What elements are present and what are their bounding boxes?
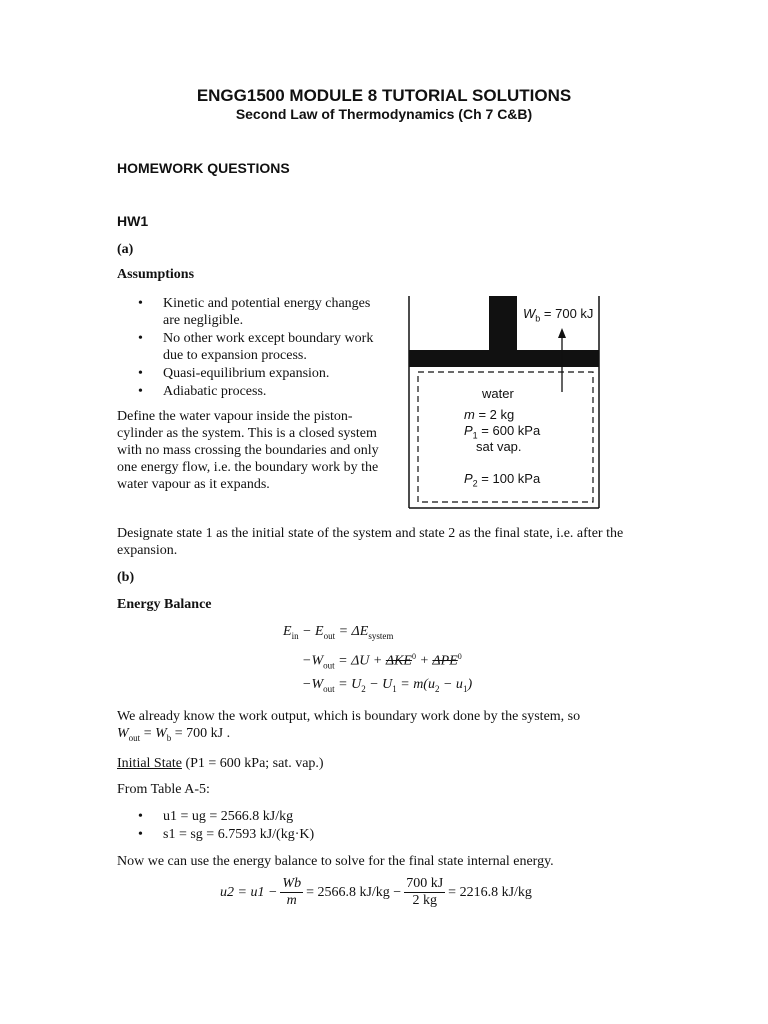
energy-balance-heading: Energy Balance (117, 597, 212, 612)
system-definition-text: Define the water vapour inside the piston-cylinder as the system. This is a closed system with no mass crossing the boundaries and only one energy flow, i.e. the boundary work by the water vapour as it expands. (117, 409, 379, 492)
property-values-list (117, 808, 517, 844)
p1-label: $P_1 = 600$ kPa (464, 423, 541, 441)
initial-state-line: Initial State (P1 = 600 kPa; sat. vap.) (117, 756, 324, 771)
section-heading-homework: HOMEWORK QUESTIONS (117, 160, 290, 176)
equation-energy-balance: $E_{in} - E_{out} = \Delta E_{system}$ (283, 624, 394, 641)
piston-cylinder-diagram (404, 292, 604, 512)
sat-vap-label: sat vap. (476, 439, 522, 454)
list-item: • No other work except boundary work due to expansion process. (117, 330, 377, 364)
fraction-wb-over-m: $\frac{Wb}{m}$ (282, 876, 302, 908)
piston-rod (489, 296, 517, 352)
part-b-label: (b) (117, 570, 135, 585)
water-label: water (482, 386, 514, 401)
page-subtitle: Second Law of Thermodynamics (Ch 7 C&B) (235, 106, 533, 122)
part-a-label: (a) (117, 242, 134, 257)
equation-work-balance: $-W_{out} = \Delta U + \Delta KE^0 + \Delta PE^0$ (302, 652, 462, 671)
work-arrow-head (558, 328, 566, 338)
page-title: ENGG1500 MODULE 8 TUTORIAL SOLUTIONS (196, 86, 572, 105)
work-output-text: We already know the work output, which is boundary work done by the system, so $W_{out} = W_b = 700$ kJ . (117, 709, 581, 743)
equation-internal-energy: $-W_{out} = U_2 - U_1 = m(u_2 - u_1)$ (302, 677, 473, 694)
list-item-s1: • s1 = sg = 6.7593 kJ/(kg·K) (117, 826, 517, 843)
list-item: • Kinetic and potential energy changes are negligible. (117, 295, 377, 329)
section-heading-hw1: HW1 (117, 213, 149, 229)
mass-label: m = 2 kg (464, 407, 515, 422)
list-item: • Adiabatic process. (117, 383, 377, 400)
equation-final-u2: u2 = u1 − $\frac{Wb}{m}$ = 2566.8 kJ/kg − $\frac{700 kJ}{2 kg}$ = 2216.8 kJ/kg (220, 876, 532, 908)
p2-label: $P_2 = 100$ kPa (464, 471, 541, 489)
list-item-u1: • u1 = ug = 2566.8 kJ/kg (117, 808, 517, 825)
list-item: • Quasi-equilibrium expansion. (117, 365, 377, 382)
table-reference: From Table A-5: (117, 782, 210, 797)
piston (409, 350, 599, 367)
designate-text: Designate state 1 as the initial state of the system and state 2 as the final state, i.e. after the expansion. (117, 526, 624, 558)
fraction-700kj-over-2kg: $\frac{700 kJ}{2 kg}$ (406, 876, 444, 908)
assumptions-list (117, 295, 377, 401)
assumptions-heading: Assumptions (117, 267, 195, 282)
solve-text: Now we can use the energy balance to solve for the final state internal energy. (117, 854, 554, 869)
work-label: $W_b = 700$ kJ (523, 306, 594, 324)
